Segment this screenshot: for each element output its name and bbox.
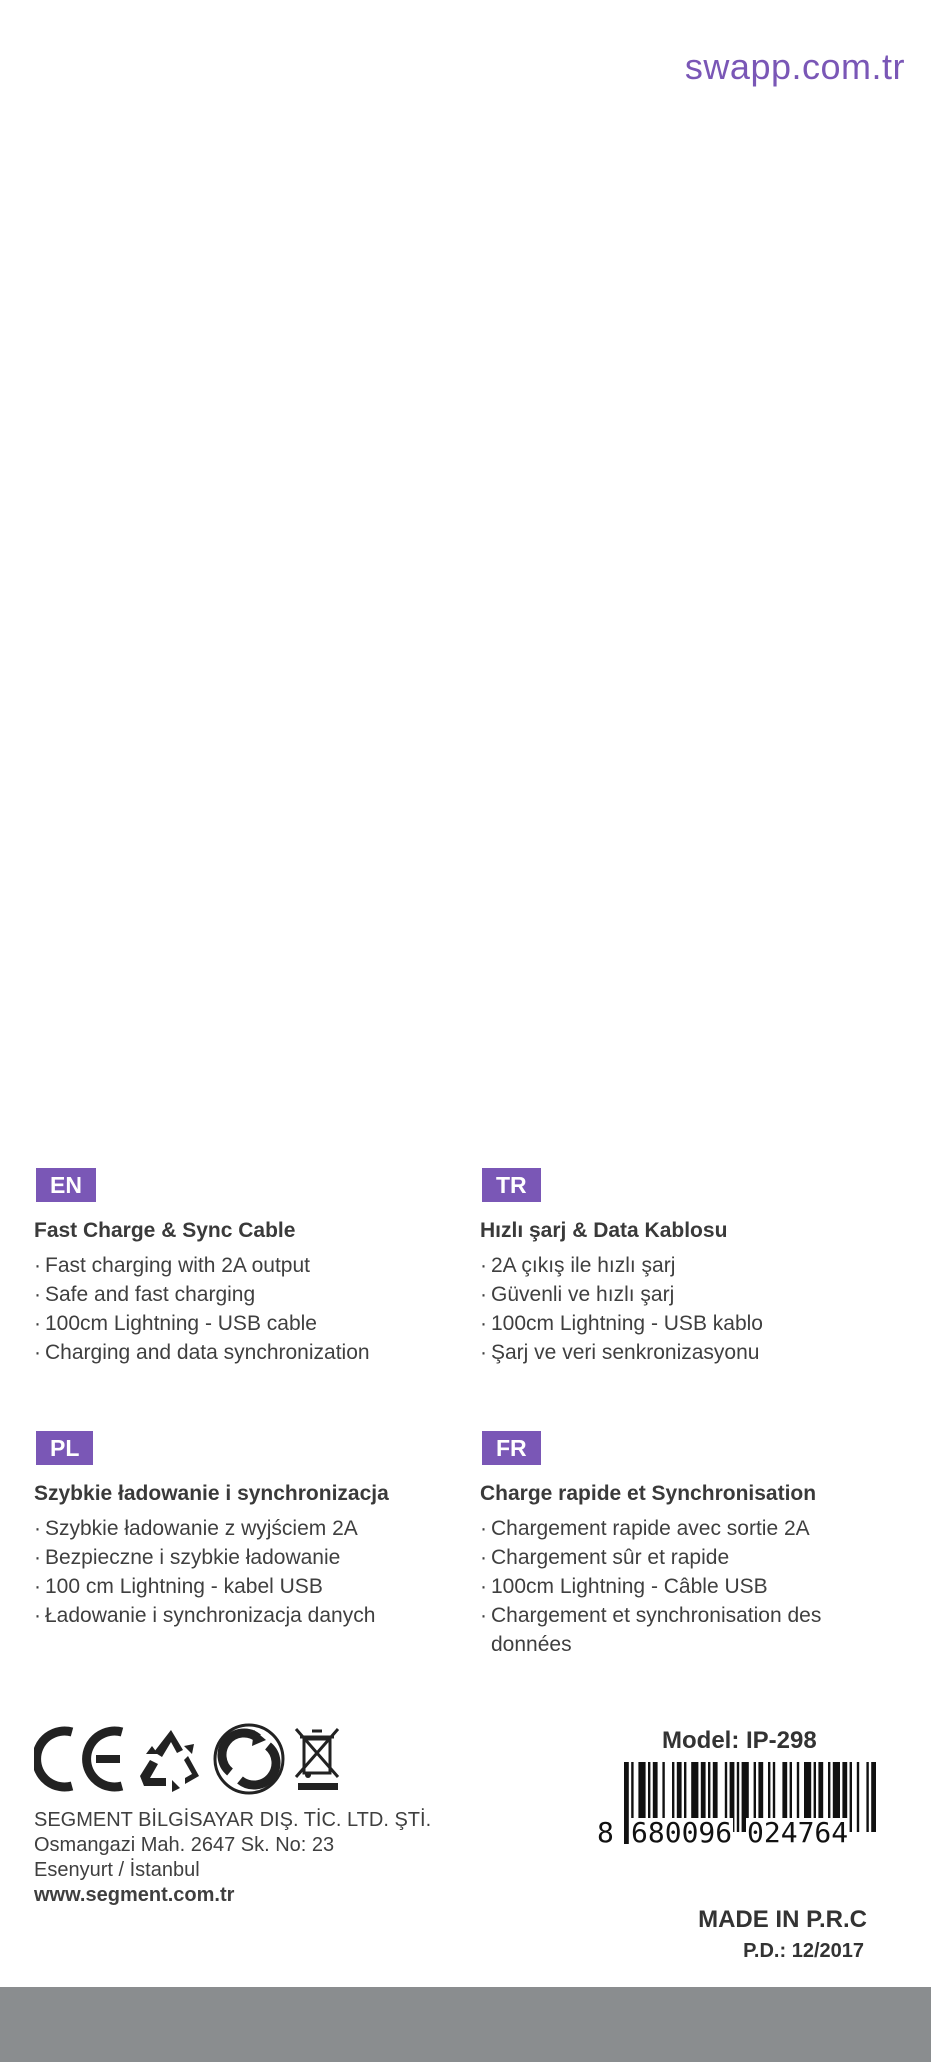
certification-marks: [34, 1722, 344, 1796]
feature-item: · Chargement rapide avec sortie 2A: [480, 1514, 860, 1543]
feature-item: · Ładowanie i synchronizacja danych: [34, 1601, 454, 1630]
feature-item: · Güvenli ve hızlı şarj: [480, 1280, 900, 1309]
feature-item: · Fast charging with 2A output: [34, 1251, 454, 1280]
ce-mark-icon: [34, 1724, 130, 1794]
barcode-first-digit: 8: [597, 1816, 614, 1849]
lang-title-tr: Hızlı şarj & Data Kablosu: [480, 1219, 728, 1242]
company-website: www.segment.com.tr: [34, 1884, 235, 1906]
feature-item: · Safe and fast charging: [34, 1280, 454, 1309]
lang-section-en: [34, 1168, 454, 1367]
barcode-bar: [737, 1762, 739, 1832]
lang-title-pl: Szybkie ładowanie i synchronizacja: [34, 1482, 389, 1505]
brand-website: swapp.com.tr: [684, 46, 905, 87]
company-address: [34, 1808, 431, 1908]
barcode-bar: [871, 1762, 876, 1832]
feature-list-en: [34, 1251, 454, 1367]
barcode-bar: [624, 1762, 629, 1844]
barcode-bar: [850, 1762, 852, 1832]
green-dot-icon: [212, 1722, 286, 1796]
feature-item: · 100cm Lightning - USB kablo: [480, 1309, 900, 1338]
lang-section-pl: [34, 1431, 454, 1630]
feature-list-tr: [480, 1251, 900, 1367]
footer-bar: [0, 1987, 931, 2062]
feature-item: · Chargement sûr et rapide: [480, 1543, 860, 1572]
lang-badge-fr: FR: [482, 1431, 541, 1465]
feature-item: · 100cm Lightning - Câble USB: [480, 1572, 860, 1601]
feature-item: · 100cm Lightning - USB cable: [34, 1309, 454, 1338]
company-name: SEGMENT BİLGİSAYAR DIŞ. TİC. LTD. ŞTİ.: [34, 1809, 432, 1831]
model-number: Model: IP-298: [662, 1727, 817, 1754]
lang-title-fr: Charge rapide et Synchronisation: [480, 1482, 817, 1505]
feature-item: · Szybkie ładowanie z wyjściem 2A: [34, 1514, 454, 1543]
lang-section-tr: [480, 1168, 900, 1367]
barcode-bar: [866, 1762, 868, 1832]
lang-badge-en: EN: [36, 1168, 96, 1202]
address-line-2: Esenyurt / İstanbul: [34, 1859, 200, 1881]
feature-item: · Bezpieczne i szybkie ładowanie: [34, 1543, 454, 1572]
lang-section-fr: [480, 1431, 860, 1659]
barcode-right-digits: 024764: [747, 1816, 849, 1849]
barcode: [596, 1762, 878, 1858]
address-line-1: Osmangazi Mah. 2647 Sk. No: 23: [34, 1834, 335, 1856]
lang-badge-pl: PL: [36, 1431, 93, 1465]
feature-item: · 2A çıkış ile hızlı şarj: [480, 1251, 900, 1280]
feature-item: · Şarj ve veri senkronizasyonu: [480, 1338, 900, 1367]
barcode-left-digits: 680096: [631, 1816, 733, 1849]
made-in: MADE IN P.R.C: [698, 1906, 867, 1933]
production-date: P.D.: 12/2017: [743, 1940, 864, 1962]
feature-list-fr: [480, 1514, 860, 1659]
recycle-icon: [136, 1724, 206, 1794]
weee-bin-icon: [292, 1725, 344, 1793]
lang-title-en: Fast Charge & Sync Cable: [34, 1219, 296, 1242]
feature-item: · Charging and data synchronization: [34, 1338, 454, 1367]
lang-badge-tr: TR: [482, 1168, 541, 1202]
barcode-bar: [857, 1762, 859, 1832]
feature-item: · 100 cm Lightning - kabel USB: [34, 1572, 454, 1601]
feature-item: · Chargement et synchronisation des données: [480, 1601, 831, 1659]
feature-list-pl: [34, 1514, 454, 1630]
